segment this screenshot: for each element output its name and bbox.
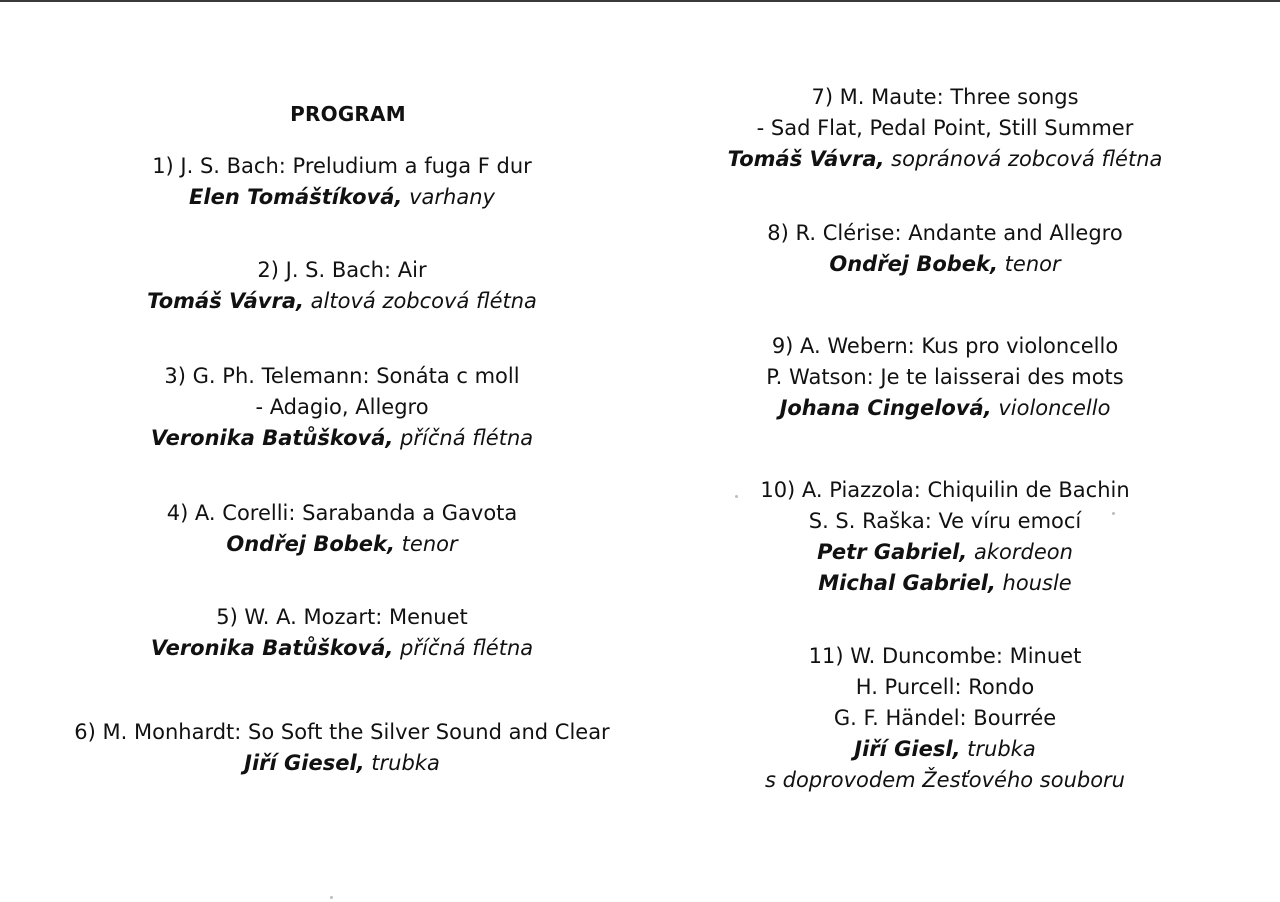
work-line: 5) W. A. Mozart: Menuet (216, 605, 468, 629)
performer-instrument: příčná flétna (393, 426, 534, 450)
program-item-8 (700, 218, 1190, 280)
performer-instrument: tenor (394, 532, 458, 556)
performer-name: Jiří Giesel, (244, 751, 365, 775)
performer-line (0, 423, 684, 454)
work-line: 2) J. S. Bach: Air (257, 258, 427, 282)
performer-line (0, 633, 684, 664)
work-line: - Adagio, Allegro (255, 395, 429, 419)
performer-name: Ondřej Bobek, (226, 532, 395, 556)
work-line: 11) W. Duncombe: Minuet (808, 644, 1082, 668)
performer-instrument: housle (995, 571, 1072, 595)
program-item-11 (700, 641, 1190, 796)
performer-line (0, 182, 684, 213)
performer-name: Tomáš Vávra, (727, 147, 885, 171)
performer-instrument: sopránová zobcová flétna (884, 147, 1163, 171)
performer-name: Elen Tomáštíková, (189, 185, 403, 209)
performer-instrument: altová zobcová flétna (304, 289, 537, 313)
performer-instrument: s doprovodem Žesťového souboru (765, 768, 1125, 792)
performer-name: Jiří Giesl, (854, 737, 961, 761)
performer-name: Tomáš Vávra, (147, 289, 304, 313)
work-line: 6) M. Monhardt: So Soft the Silver Sound and Clear (74, 720, 610, 744)
performer-instrument: trubka (364, 751, 440, 775)
performer-line (0, 529, 684, 560)
performer-instrument: akordeon (967, 540, 1073, 564)
program-item-10 (700, 475, 1190, 599)
work-line: S. S. Raška: Ve víru emocí (808, 509, 1082, 533)
work-line: P. Watson: Je te laisserai des mots (766, 365, 1124, 389)
program-item-5 (0, 602, 684, 664)
performer-line (0, 286, 684, 317)
performer-name: Ondřej Bobek, (829, 252, 998, 276)
performer-line (700, 144, 1190, 175)
scan-speck (735, 495, 738, 498)
performer-name: Veronika Batůšková, (150, 636, 394, 660)
program-item-6 (0, 717, 684, 779)
performer-line (0, 748, 684, 779)
program-item-4 (0, 498, 684, 560)
work-line: 3) G. Ph. Telemann: Sonáta c moll (164, 364, 520, 388)
performer-instrument: trubka (960, 737, 1036, 761)
program-item-2 (0, 255, 684, 317)
performer-name: Veronika Batůšková, (150, 426, 394, 450)
performer-line (700, 249, 1190, 280)
program-item-1 (0, 151, 684, 213)
performer-instrument: varhany (402, 185, 495, 209)
program-title: PROGRAM (290, 102, 406, 126)
program-item-9 (700, 331, 1190, 424)
performer-name: Michal Gabriel, (818, 571, 996, 595)
scan-edge (0, 0, 1280, 2)
performer-line (700, 393, 1190, 424)
program-item-3 (0, 361, 684, 454)
performer-instrument: příčná flétna (393, 636, 534, 660)
performer-line (700, 765, 1190, 796)
work-line: 1) J. S. Bach: Preludium a fuga F dur (152, 154, 532, 178)
performer-line (700, 734, 1190, 765)
scan-speck (330, 896, 333, 899)
performer-name: Johana Cingelová, (779, 396, 992, 420)
work-line: H. Purcell: Rondo (855, 675, 1035, 699)
performer-line (700, 537, 1190, 568)
scan-speck (1112, 512, 1115, 515)
work-line: 8) R. Clérise: Andante and Allegro (767, 221, 1123, 245)
performer-instrument: violoncello (991, 396, 1111, 420)
work-line: 10) A. Piazzola: Chiquilin de Bachin (760, 478, 1130, 502)
performer-line (700, 568, 1190, 599)
work-line: 4) A. Corelli: Sarabanda a Gavota (166, 501, 518, 525)
program-item-7 (700, 82, 1190, 175)
work-line: - Sad Flat, Pedal Point, Still Summer (756, 116, 1134, 140)
work-line: G. F. Händel: Bourrée (833, 706, 1057, 730)
work-line: 9) A. Webern: Kus pro violoncello (771, 334, 1119, 358)
performer-instrument: tenor (997, 252, 1061, 276)
performer-name: Petr Gabriel, (817, 540, 968, 564)
work-line: 7) M. Maute: Three songs (811, 85, 1079, 109)
